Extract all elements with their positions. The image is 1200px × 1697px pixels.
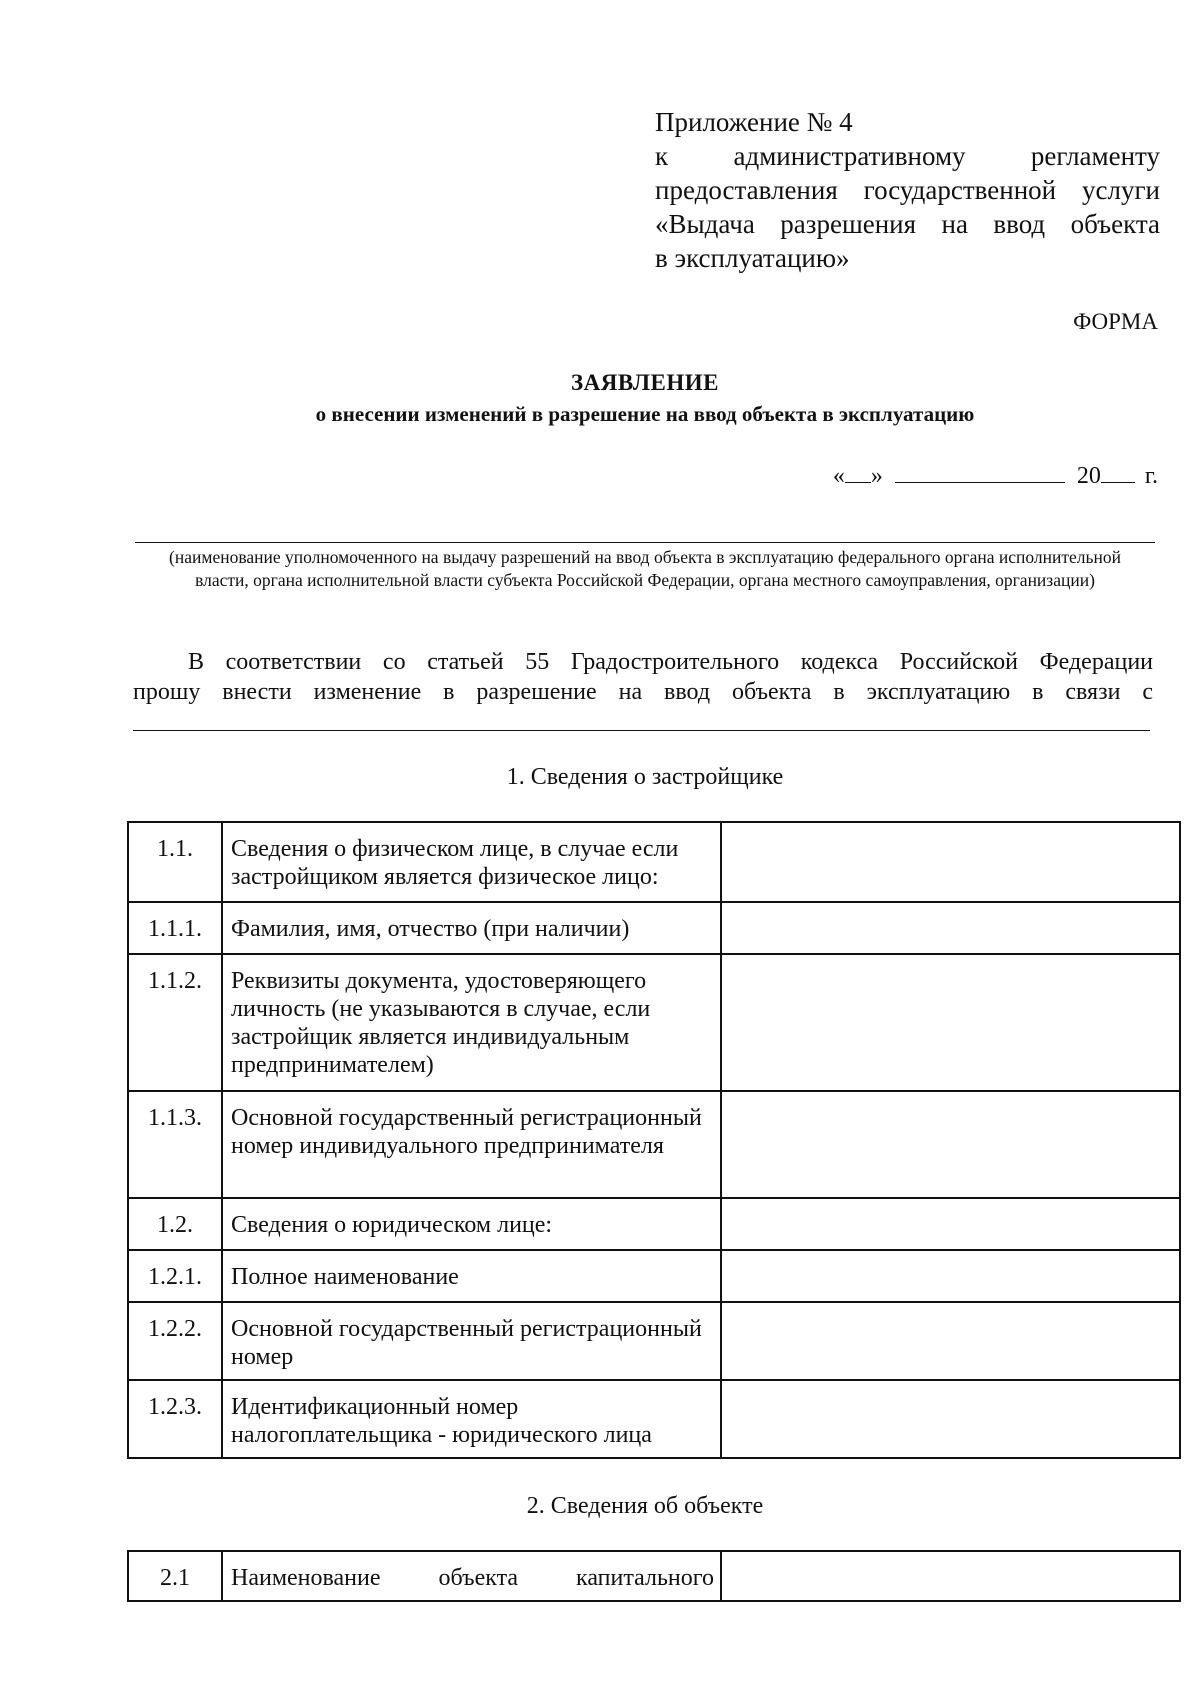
row-number: 1.2.3.: [128, 1380, 222, 1458]
date-field[interactable]: [833, 460, 1158, 490]
authority-blank-line[interactable]: [135, 542, 1155, 543]
table-row: [128, 954, 1180, 1091]
row-value-field[interactable]: [721, 1198, 1180, 1250]
row-label: Фамилия, имя, отчество (при наличии): [222, 902, 721, 954]
request-line-2: прошу внести изменение в разрешение на ввод объекта в эксплуатацию в связи с: [133, 679, 1153, 705]
row-label: Основной государственный регистрационный номер: [222, 1302, 721, 1380]
row-value-field[interactable]: [721, 1250, 1180, 1302]
row-label: Основной государственный регистрационный номер индивидуального предпринимателя: [222, 1091, 721, 1198]
year-prefix: 20: [1076, 463, 1101, 489]
section-1-heading: 1. Сведения о застройщике: [506, 764, 784, 790]
row-number: 1.2.: [128, 1198, 222, 1250]
row-label: Сведения о физическом лице, в случае если застройщиком является физическое лицо:: [222, 822, 721, 902]
row-label: [222, 1551, 721, 1601]
appendix-line-2: к административному регламенту: [655, 141, 1160, 171]
request-paragraph: [133, 647, 1153, 707]
appendix-line-4: «Выдача разрешения на ввод объекта: [655, 209, 1160, 239]
row-number: 2.1: [128, 1551, 222, 1601]
document-title: ЗАЯВЛЕНИЕ: [571, 370, 719, 395]
appendix-line-5: в эксплуатацию»: [655, 243, 850, 273]
reason-blank-line[interactable]: [133, 730, 1150, 731]
table-row: [128, 1551, 1180, 1601]
developer-info-table: [127, 821, 1181, 1459]
row-number: 1.1.1.: [128, 902, 222, 954]
document-subtitle: о внесении изменений в разрешение на ввод объекта в эксплуатацию: [315, 402, 975, 426]
table-row: [128, 1250, 1180, 1302]
row-label: Реквизиты документа, удостоверяющего личность (не указываются в случае, если застройщик является индивидуальным предпринимателем): [222, 954, 721, 1091]
row-label: Сведения о юридическом лице:: [222, 1198, 721, 1250]
date-close-quote: »: [870, 463, 883, 489]
appendix-line-1: Приложение № 4: [655, 107, 853, 137]
row-label: Полное наименование: [222, 1250, 721, 1302]
table-row: [128, 1198, 1180, 1250]
row-value-field[interactable]: [721, 1302, 1180, 1380]
day-blank[interactable]: [845, 460, 871, 483]
table-row: [128, 1380, 1180, 1458]
row-number: 1.2.2.: [128, 1302, 222, 1380]
form-label: ФОРМА: [1073, 309, 1158, 334]
request-line-1: В соответствии со статьей 55 Градостроительного кодекса Российской Федерации: [188, 649, 1153, 675]
row-value-field[interactable]: [721, 902, 1180, 954]
row-number: 1.1.2.: [128, 954, 222, 1091]
date-open-quote: «: [832, 463, 845, 489]
table-row: [128, 1091, 1180, 1198]
row-value-field[interactable]: [721, 1091, 1180, 1198]
row-number: 1.2.1.: [128, 1250, 222, 1302]
appendix-note: [655, 105, 1160, 275]
row-value-field[interactable]: [721, 954, 1180, 1091]
appendix-line-3: предоставления государственной услуги: [655, 175, 1160, 205]
row-number: 1.1.: [128, 822, 222, 902]
row-number: 1.1.3.: [128, 1091, 222, 1198]
table-row: [128, 1302, 1180, 1380]
row-value-field[interactable]: [721, 1551, 1180, 1601]
table-row: [128, 902, 1180, 954]
table-row: [128, 822, 1180, 902]
row-label: Идентификационный номер налогоплательщика - юридического лица: [222, 1380, 721, 1458]
row-label-text: Наименование объекта капитального: [231, 1565, 714, 1591]
section-2-heading: 2. Сведения об объекте: [526, 1493, 764, 1519]
year-suffix: г.: [1144, 463, 1158, 489]
row-value-field[interactable]: [721, 822, 1180, 902]
row-value-field[interactable]: [721, 1380, 1180, 1458]
month-blank[interactable]: [895, 460, 1065, 483]
year-blank[interactable]: [1101, 460, 1135, 483]
authority-caption: (наименование уполномоченного на выдачу разрешений на ввод объекта в эксплуатацию федерального органа исполнительной власти, органа исполнительной власти субъекта Российской Федерации, органа местного самоуправления, организации): [169, 547, 1121, 590]
object-info-table: [127, 1550, 1181, 1602]
